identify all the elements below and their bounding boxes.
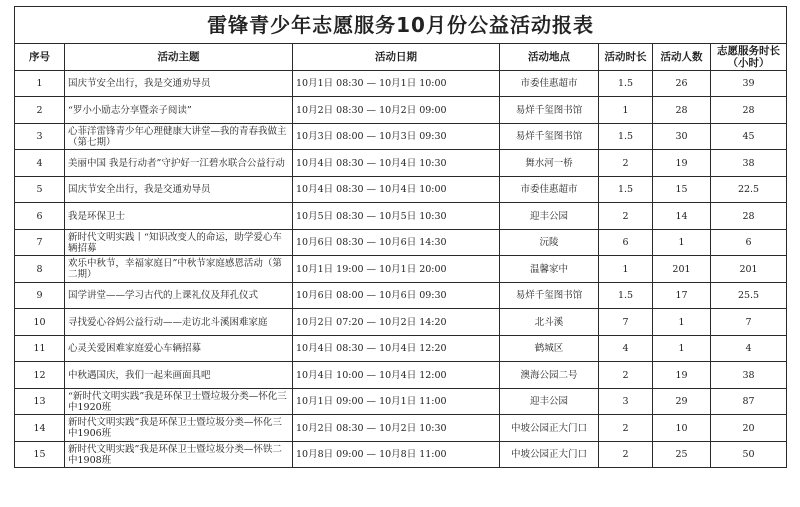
cell-hours: 4 [711,336,787,362]
cell-no: 10 [15,309,65,336]
cell-duration: 1.5 [599,71,653,97]
cell-people: 25 [653,442,711,468]
cell-no: 3 [15,124,65,150]
cell-place: 中坡公园正大门口 [500,442,599,468]
cell-no: 12 [15,362,65,389]
cell-no: 8 [15,256,65,283]
cell-people: 10 [653,415,711,442]
cell-date: 10月2日 08:30 — 10月2日 10:30 [293,415,500,442]
cell-duration: 6 [599,230,653,256]
cell-date: 10月4日 10:00 — 10月4日 12:00 [293,362,500,389]
cell-date: 10月6日 08:00 — 10月6日 09:30 [293,283,500,309]
cell-duration: 3 [599,389,653,415]
cell-place: 鹤城区 [500,336,599,362]
cell-hours: 50 [711,442,787,468]
cell-hours: 6 [711,230,787,256]
cell-hours: 22.5 [711,177,787,203]
cell-hours: 28 [711,97,787,124]
cell-date: 10月4日 08:30 — 10月4日 10:30 [293,150,500,177]
table-row [15,71,787,97]
cell-no: 11 [15,336,65,362]
cell-theme: 新时代文明实践”我是环保卫士暨垃圾分类—怀铁二中1908班 [65,442,293,468]
cell-no: 9 [15,283,65,309]
cell-no: 7 [15,230,65,256]
cell-people: 14 [653,203,711,230]
header-hours: 志愿服务时长（小时） [711,44,787,71]
cell-duration: 1 [599,97,653,124]
header-theme: 活动主题 [65,44,293,71]
cell-theme: 国学讲堂——学习古代的上课礼仪及拜孔仪式 [65,283,293,309]
cell-hours: 25.5 [711,283,787,309]
cell-no: 5 [15,177,65,203]
cell-duration: 1 [599,256,653,283]
cell-place: 市委佳惠超市 [500,71,599,97]
cell-duration: 4 [599,336,653,362]
cell-place: 易烊千玺图书馆 [500,124,599,150]
cell-theme: 新时代文明实践”我是环保卫士暨垃圾分类—怀化三中1906班 [65,415,293,442]
cell-no: 4 [15,150,65,177]
cell-theme: “新时代文明实践”我是环保卫士暨垃圾分类—怀化三中1920班 [65,389,293,415]
cell-duration: 2 [599,150,653,177]
cell-place: 易烊千玺图书馆 [500,97,599,124]
cell-date: 10月4日 08:30 — 10月4日 12:20 [293,336,500,362]
header-people: 活动人数 [653,44,711,71]
table-row [15,256,787,283]
cell-date: 10月6日 08:30 — 10月6日 14:30 [293,230,500,256]
cell-theme: 中秋遇国庆，我们一起来画面具吧 [65,362,293,389]
cell-hours: 7 [711,309,787,336]
cell-date: 10月5日 08:30 — 10月5日 10:30 [293,203,500,230]
cell-hours: 87 [711,389,787,415]
cell-people: 201 [653,256,711,283]
cell-hours: 38 [711,362,787,389]
cell-date: 10月1日 09:00 — 10月1日 11:00 [293,389,500,415]
table-row [15,415,787,442]
table-row [15,442,787,468]
cell-duration: 2 [599,203,653,230]
cell-people: 15 [653,177,711,203]
table-row [15,177,787,203]
cell-theme: “罗小小励志分享暨亲子阅读” [65,97,293,124]
cell-hours: 38 [711,150,787,177]
cell-hours: 20 [711,415,787,442]
cell-date: 10月4日 08:30 — 10月4日 10:00 [293,177,500,203]
table-row [15,230,787,256]
table-row [15,150,787,177]
cell-date: 10月2日 07:20 — 10月2日 14:20 [293,309,500,336]
cell-date: 10月2日 08:30 — 10月2日 09:00 [293,97,500,124]
cell-no: 6 [15,203,65,230]
cell-place: 中坡公园正大门口 [500,415,599,442]
cell-theme: 心灵关爱困难家庭爱心车辆招募 [65,336,293,362]
cell-theme: 我是环保卫士 [65,203,293,230]
table-row [15,124,787,150]
cell-people: 30 [653,124,711,150]
cell-people: 19 [653,362,711,389]
cell-duration: 1.5 [599,124,653,150]
cell-date: 10月1日 19:00 — 10月1日 20:00 [293,256,500,283]
cell-place: 迎丰公园 [500,203,599,230]
cell-people: 26 [653,71,711,97]
report-table [14,6,787,468]
cell-people: 29 [653,389,711,415]
cell-duration: 2 [599,362,653,389]
cell-duration: 1.5 [599,283,653,309]
cell-place: 北斗溪 [500,309,599,336]
table-row [15,389,787,415]
header-row [15,44,787,71]
table-row [15,97,787,124]
cell-people: 1 [653,336,711,362]
cell-theme: 国庆节安全出行，我是交通劝导员 [65,71,293,97]
cell-hours: 201 [711,256,787,283]
cell-place: 温馨家中 [500,256,599,283]
cell-no: 14 [15,415,65,442]
cell-place: 澳海公园二号 [500,362,599,389]
cell-people: 28 [653,97,711,124]
table-row [15,336,787,362]
report-sheet [14,6,786,468]
report-title: 雷锋青少年志愿服务10月份公益活动报表 [15,7,787,44]
cell-theme: 寻找爱心谷妈公益行动——走访北斗溪困难家庭 [65,309,293,336]
cell-hours: 28 [711,203,787,230]
cell-people: 17 [653,283,711,309]
cell-no: 13 [15,389,65,415]
cell-place: 市委佳惠超市 [500,177,599,203]
cell-duration: 2 [599,442,653,468]
cell-date: 10月8日 09:00 — 10月8日 11:00 [293,442,500,468]
header-date: 活动日期 [293,44,500,71]
header-no: 序号 [15,44,65,71]
cell-theme: 欢乐中秋节，幸福家庭日”中秋节家庭感恩活动（第二期） [65,256,293,283]
cell-duration: 1.5 [599,177,653,203]
header-duration: 活动时长 [599,44,653,71]
cell-theme: 新时代文明实践丨“知识改变人的命运，助学爱心车辆招募 [65,230,293,256]
header-place: 活动地点 [500,44,599,71]
cell-duration: 7 [599,309,653,336]
cell-hours: 39 [711,71,787,97]
cell-date: 10月3日 08:00 — 10月3日 09:30 [293,124,500,150]
cell-theme: 心菲洋雷锋青少年心理健康大讲堂—我的青春我做主（第七期） [65,124,293,150]
cell-theme: 国庆节安全出行，我是交通劝导员 [65,177,293,203]
cell-people: 1 [653,309,711,336]
cell-no: 1 [15,71,65,97]
table-body [15,71,787,468]
table-row [15,309,787,336]
cell-place: 舞水河一桥 [500,150,599,177]
table-row [15,362,787,389]
cell-place: 易烊千玺图书馆 [500,283,599,309]
table-row [15,203,787,230]
cell-hours: 45 [711,124,787,150]
cell-people: 1 [653,230,711,256]
cell-no: 15 [15,442,65,468]
cell-theme: 美丽中国 我是行动者”守护好一江碧水联合公益行动 [65,150,293,177]
cell-duration: 2 [599,415,653,442]
cell-place: 沅陵 [500,230,599,256]
table-row [15,283,787,309]
cell-people: 19 [653,150,711,177]
cell-place: 迎丰公园 [500,389,599,415]
cell-no: 2 [15,97,65,124]
cell-date: 10月1日 08:30 — 10月1日 10:00 [293,71,500,97]
